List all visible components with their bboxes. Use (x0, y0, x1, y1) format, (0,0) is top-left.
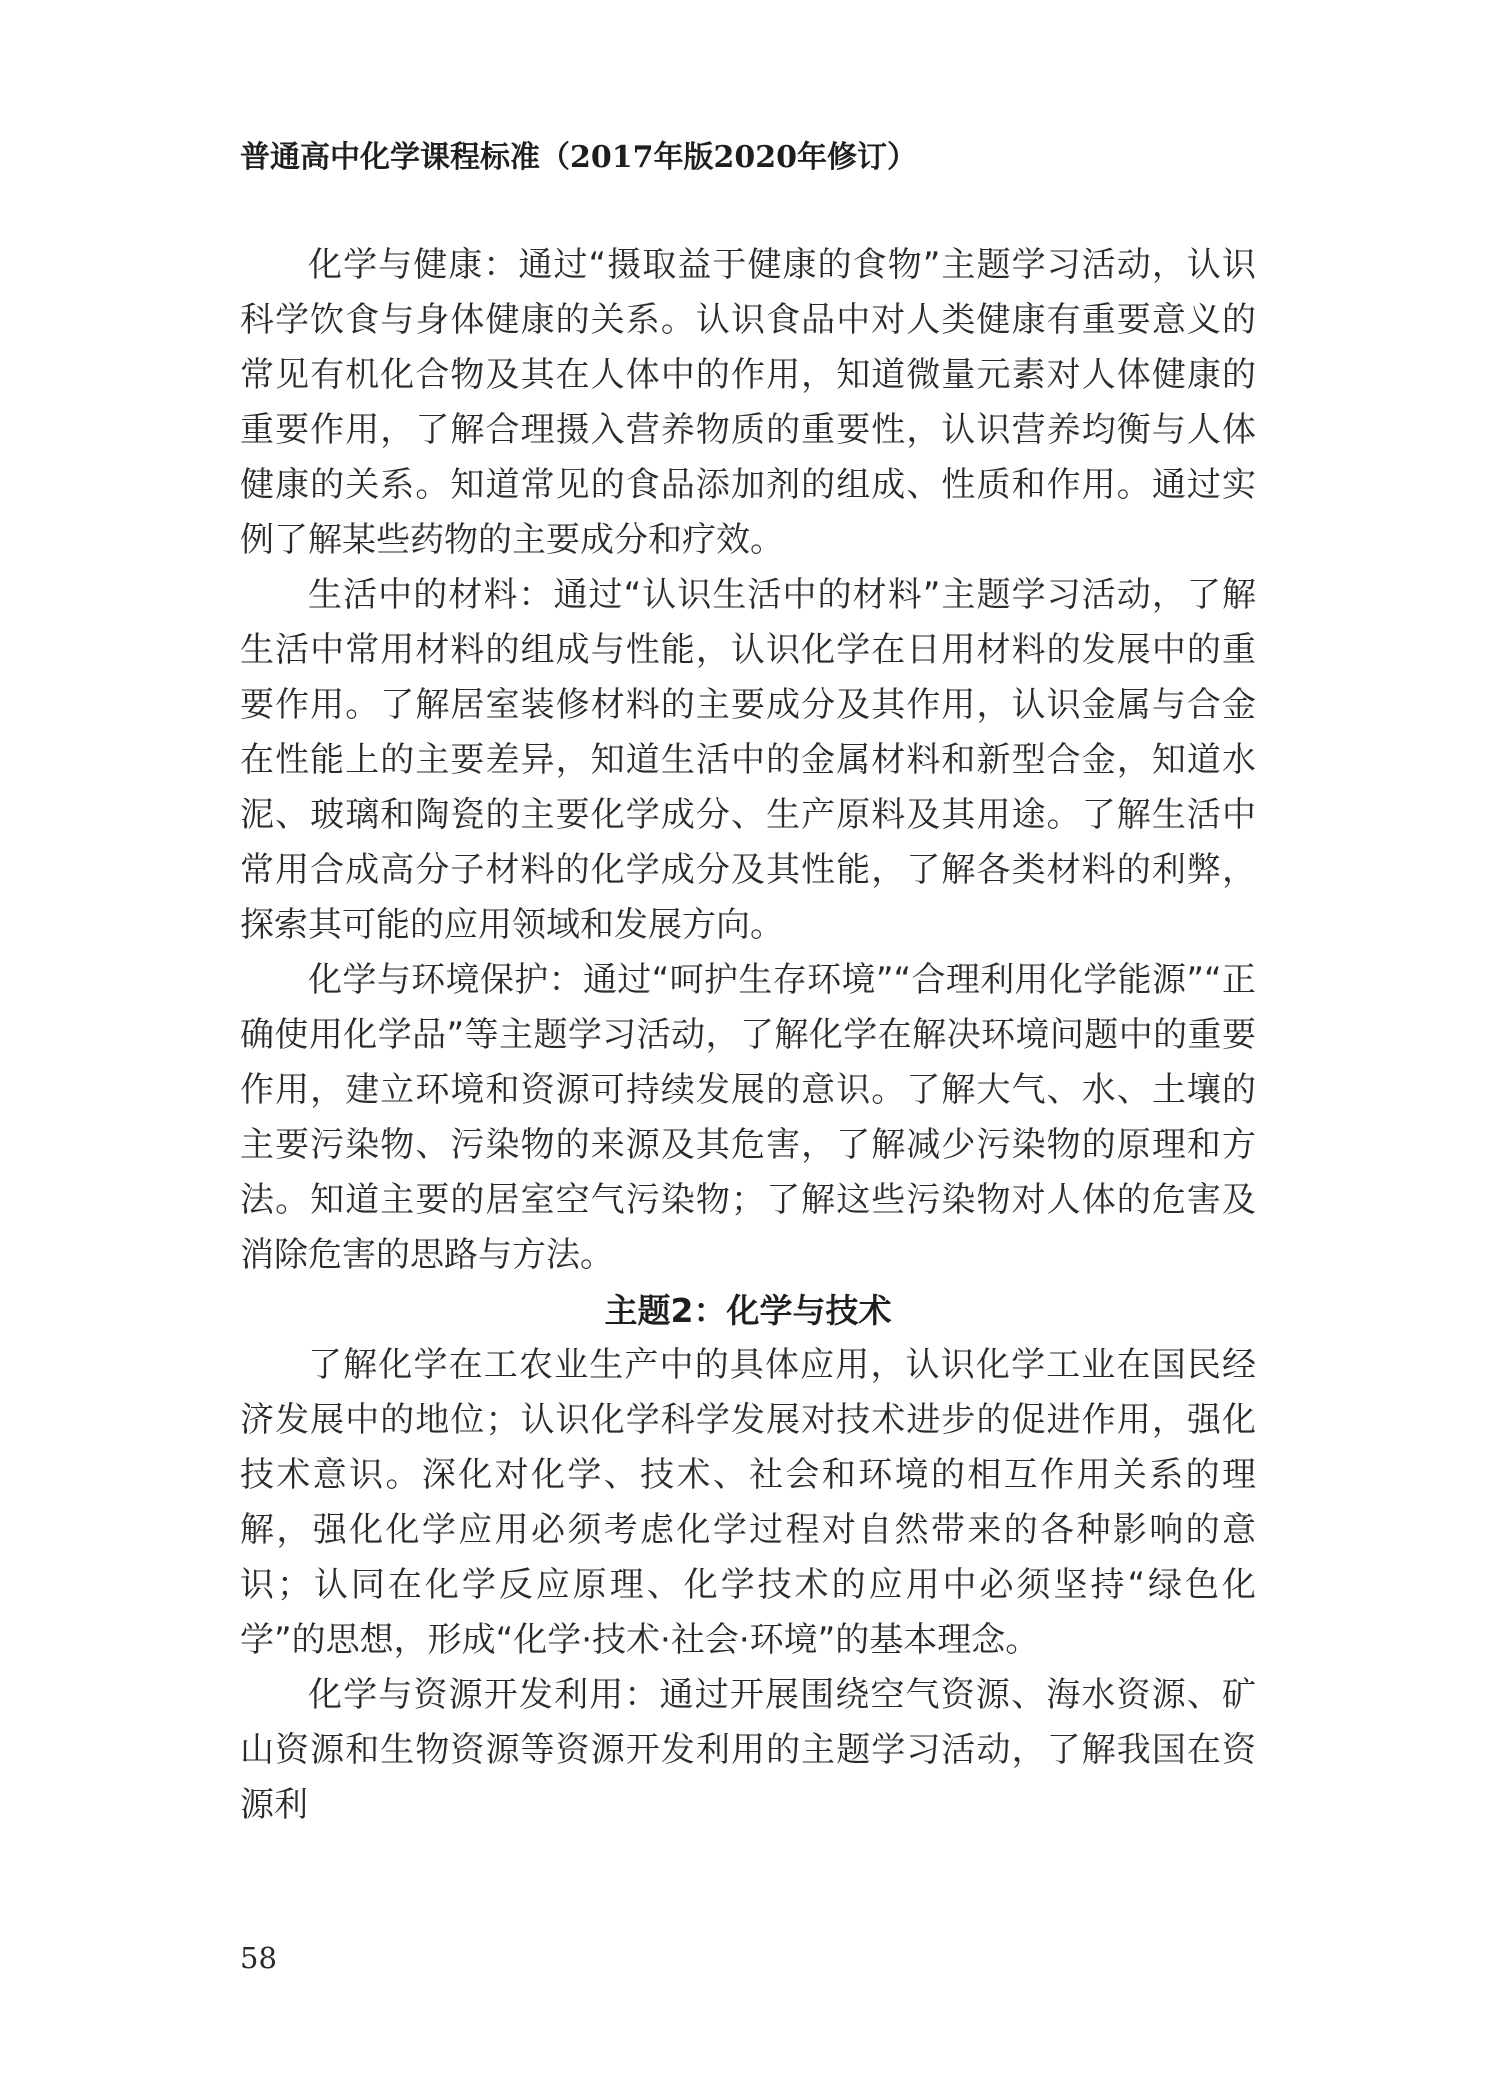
section-heading: 主题2：化学与技术 (604, 1291, 892, 1330)
paragraph-health: 化学与健康：通过“摄取益于健康的食物”主题学习活动，认识科学饮食与身体健康的关系。认识食品中对人类健康有重要意义的常见有机化合物及其在人体中的作用，知道微量元素对人体健康的重要作用，了解合理摄入营养物质的重要性，认识营养均衡与人体健康的关系。知道常见的食品添加剂的组成、性质和作用。通过实例了解某些药物的主要成分和疗效。 (240, 245, 1256, 560)
paragraph-resources: 化学与资源开发利用：通过开展围绕空气资源、海水资源、矿山资源和生物资源等资源开发利用的主题学习活动，了解我国在资源利 (240, 1675, 1256, 1825)
body-text (240, 238, 1256, 1833)
paragraph-environment: 化学与环境保护：通过“呵护生存环境”“合理利用化学能源”“正确使用化学品”等主题学习活动，了解化学在解决环境问题中的重要作用，建立环境和资源可持续发展的意识。了解大气、水、土壤的主要污染物、污染物的来源及其危害，了解减少污染物的原理和方法。知道主要的居室空气污染物；了解这些污染物对人体的危害及消除危害的思路与方法。 (240, 960, 1256, 1275)
page-number: 58 (240, 1941, 277, 1975)
running-header-title: 普通高中化学课程标准（2017年版2020年修订） (240, 140, 917, 175)
paragraph-technology: 了解化学在工农业生产中的具体应用，认识化学工业在国民经济发展中的地位；认识化学科学发展对技术进步的促进作用，强化技术意识。深化对化学、技术、社会和环境的相互作用关系的理解，强化化学应用必须考虑化学过程对自然带来的各种影响的意识；认同在化学反应原理、化学技术的应用中必须坚持“绿色化学”的思想，形成“化学·技术·社会·环境”的基本理念。 (240, 1345, 1256, 1660)
paragraph-materials: 生活中的材料：通过“认识生活中的材料”主题学习活动，了解生活中常用材料的组成与性能，认识化学在日用材料的发展中的重要作用。了解居室装修材料的主要成分及其作用，认识金属与合金在性能上的主要差异，知道生活中的金属材料和新型合金，知道水泥、玻璃和陶瓷的主要化学成分、生产原料及其用途。了解生活中常用合成高分子材料的化学成分及其性能，了解各类材料的利弊，探索其可能的应用领域和发展方向。 (240, 575, 1256, 945)
